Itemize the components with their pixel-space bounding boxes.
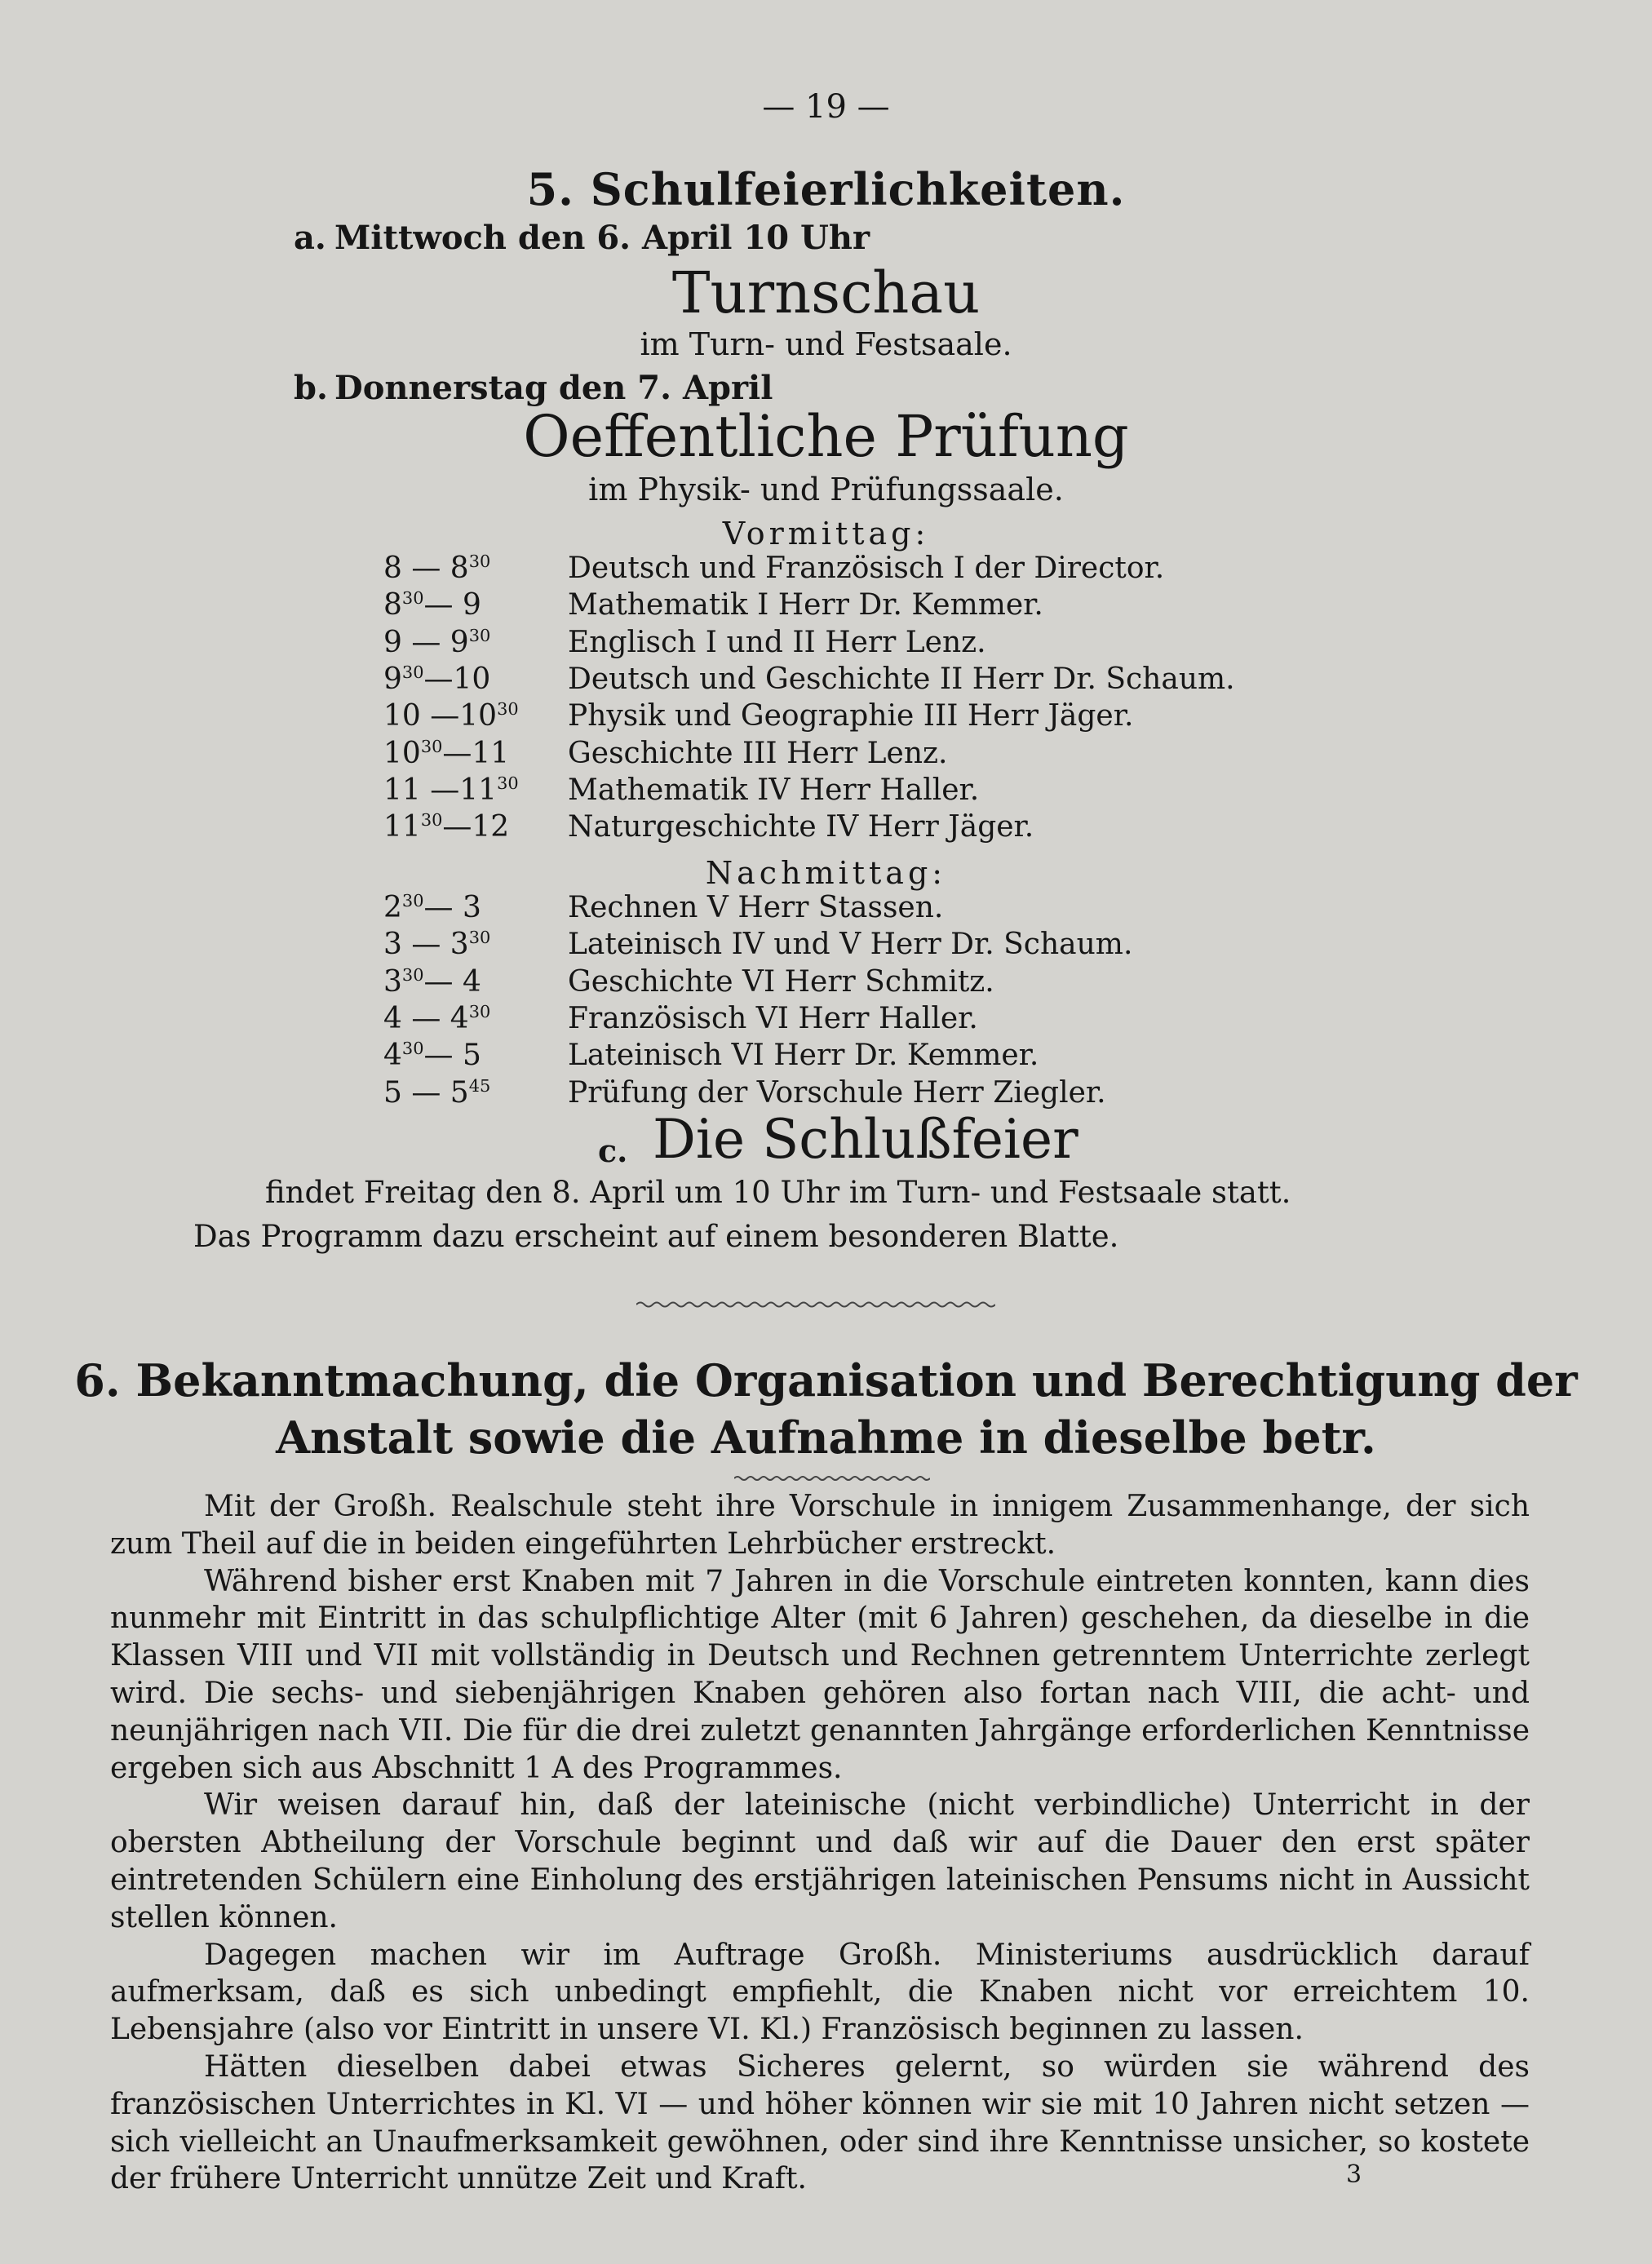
- paragraph-1: Mit der Großh. Realschule steht ihre Vorschule in innigem Zusammenhange, der sich zum Theil auf die in beiden eingeführten Lehrbücher erstreckt.: [110, 1490, 1530, 1561]
- time-separator: —: [423, 964, 463, 999]
- time-separator: —: [423, 588, 463, 622]
- subject-teacher: Rechnen V Herr Stassen.: [568, 891, 944, 924]
- signature-mark: 3: [1346, 2160, 1362, 2189]
- time-range: [383, 588, 481, 622]
- time-start-minutes: 30: [401, 891, 424, 910]
- schlussfeier-title: Die Schlußfeier: [653, 1108, 1078, 1171]
- pruefung-place: im Physik- und Prüfungssaale.: [588, 472, 1064, 507]
- time-range: [383, 1076, 490, 1110]
- time-start: 5: [383, 1075, 402, 1110]
- time-separator: —: [401, 928, 450, 962]
- time-start-minutes: 30: [420, 736, 443, 756]
- section-6-heading-line2: Anstalt sowie die Aufnahme in dieselbe betr.: [276, 1411, 1376, 1464]
- paragraph-5: Hätten dieselben dabei etwas Sicheres gelernt, so würden sie während des französischen Unterrichtes in Kl. VI — und höher können wir sie mit 10 Jahren nicht setzen — sich vielleicht an Unaufmerksamkeit gewöhnen, oder sind ihre Kenntnisse unsicher, so kostete der frühere Unterricht unnütze Zeit und Kraft.: [110, 2049, 1530, 2196]
- time-end: 11: [459, 773, 498, 807]
- time-start-minutes: 30: [420, 810, 443, 831]
- page-number: — 19 —: [762, 88, 890, 126]
- time-end: 10: [453, 662, 491, 696]
- time-separator: —: [420, 773, 460, 807]
- time-range: [383, 891, 481, 924]
- subject-teacher: Lateinisch VI Herr Dr. Kemmer.: [568, 1039, 1039, 1073]
- item-a-marker: a.: [294, 219, 326, 257]
- time-start: 8: [383, 588, 402, 622]
- time-end-minutes: 30: [468, 928, 491, 948]
- time-separator: —: [401, 625, 450, 659]
- subject-teacher: Naturgeschichte IV Herr Jäger.: [568, 810, 1034, 844]
- paragraph-4: Dagegen machen wir im Auftrage Großh. Ministeriums ausdrücklich darauf aufmerksam, daß es sich unbedingt empfiehlt, die Knaben nicht vor erreichtem 10. Lebensjahre (also vor Eintritt in unsere VI. Kl.) Französisch beginnen zu lassen.: [110, 1938, 1530, 2047]
- subject-teacher: Lateinisch IV und V Herr Dr. Schaum.: [568, 928, 1133, 962]
- vormittag-label: Vormittag:: [722, 516, 930, 552]
- subject-teacher: Mathematik I Herr Dr. Kemmer.: [568, 588, 1043, 622]
- time-start: 8: [383, 552, 402, 585]
- time-end: 10: [459, 699, 498, 733]
- wavy-underline: [734, 1473, 930, 1483]
- time-start-minutes: 30: [401, 588, 424, 609]
- time-start: 3: [383, 964, 402, 999]
- time-end: 4: [462, 964, 481, 999]
- time-end-minutes: 30: [468, 625, 491, 645]
- paragraph-3: Wir weisen darauf hin, daß der lateinische (nicht verbindliche) Unterricht in der obersten Abtheilung der Vorschule beginnt und daß wir auf die Dauer den erst später eintretenden Schülern eine Einholung des erstjährigen lateinischen Pensums nicht in Aussicht stellen können.: [110, 1788, 1530, 1934]
- time-separator: —: [442, 736, 472, 770]
- time-end-minutes: 30: [497, 773, 519, 793]
- time-start: 4: [383, 1039, 402, 1073]
- time-end-minutes: 30: [468, 552, 491, 571]
- time-separator: —: [420, 699, 460, 733]
- time-start-minutes: 30: [401, 662, 424, 682]
- time-end: 9: [450, 625, 469, 659]
- time-start: 9: [383, 625, 402, 659]
- subject-teacher: Geschichte III Herr Lenz.: [568, 736, 948, 770]
- time-range: [383, 626, 490, 659]
- time-start: 2: [383, 891, 402, 924]
- time-end: 5: [450, 1075, 469, 1110]
- time-separator: —: [401, 1001, 450, 1035]
- time-end: 12: [472, 810, 510, 844]
- time-start: 10: [383, 699, 421, 733]
- time-range: [383, 965, 481, 999]
- time-end: 4: [450, 1001, 469, 1035]
- time-start: 4: [383, 1001, 402, 1035]
- subject-teacher: Englisch I und II Herr Lenz.: [568, 625, 986, 659]
- time-end-minutes: 45: [468, 1075, 491, 1096]
- time-end: 3: [462, 891, 481, 924]
- time-end: 3: [450, 928, 469, 962]
- subject-teacher: Deutsch und Französisch I der Director.: [568, 552, 1165, 585]
- subject-teacher: Mathematik IV Herr Haller.: [568, 773, 980, 807]
- time-start-minutes: 30: [401, 1039, 424, 1059]
- time-start: 11: [383, 773, 421, 807]
- schlussfeier-line: findet Freitag den 8. April um 10 Uhr im Turn- und Festsaale statt.: [265, 1175, 1291, 1210]
- wavy-divider: [636, 1299, 995, 1310]
- time-end-minutes: 30: [497, 699, 519, 720]
- program-note: Das Programm dazu erscheint auf einem besonderen Blatte.: [193, 1219, 1119, 1254]
- time-end-minutes: 30: [468, 1001, 491, 1021]
- time-range: [383, 928, 490, 961]
- subject-teacher: Deutsch und Geschichte II Herr Dr. Schaum.: [568, 662, 1235, 696]
- time-separator: —: [401, 1075, 450, 1110]
- item-a-date: Mittwoch den 6. April 10 Uhr: [334, 219, 870, 257]
- time-separator: —: [423, 662, 454, 696]
- time-range: [383, 1002, 490, 1035]
- pruefung-title: Oeffentliche Prüfung: [523, 403, 1129, 470]
- time-separator: —: [423, 891, 463, 924]
- time-range: [383, 773, 519, 807]
- item-c-marker: c.: [598, 1132, 628, 1169]
- time-separator: —: [423, 1039, 463, 1073]
- section-5-heading: 5. Schulfeierlichkeiten.: [526, 163, 1126, 215]
- time-range: [383, 737, 509, 770]
- subject-teacher: Französisch VI Herr Haller.: [568, 1001, 978, 1035]
- turnschau-place: im Turn- und Festsaale.: [640, 326, 1012, 362]
- section-6-heading-line1: 6. Bekanntmachung, die Organisation und Berechtigung der: [74, 1354, 1578, 1407]
- time-range: [383, 810, 509, 844]
- time-separator: —: [442, 810, 472, 844]
- time-range: [383, 1039, 481, 1072]
- turnschau-title: Turnschau: [671, 259, 981, 326]
- time-end: 5: [462, 1039, 481, 1073]
- paragraph-2: Während bisher erst Knaben mit 7 Jahren in die Vorschule eintreten konnten, kann dies nunmehr mit Eintritt in das schulpflichtige Alter (mit 6 Jahren) geschehen, da dieselbe in die Klassen VIII und VII mit vollständig in Deutsch und Rechnen getrenntem Unterrichte zerlegt wird. Die sechs- und siebenjährigen Knaben gehören also fortan nach VIII, die acht- und neunjährigen nach VII. Die für die drei zuletzt genannten Jahrgänge erforderlichen Kenntnisse ergeben sich aus Abschnitt 1 A des Programmes.: [110, 1564, 1530, 1785]
- time-separator: —: [401, 552, 450, 585]
- time-end: 8: [450, 552, 469, 585]
- subject-teacher: Prüfung der Vorschule Herr Ziegler.: [568, 1075, 1106, 1110]
- time-start: 11: [383, 810, 421, 844]
- time-start-minutes: 30: [401, 964, 424, 985]
- time-range: [383, 662, 490, 696]
- item-b-date: Donnerstag den 7. April: [334, 369, 773, 407]
- time-start: 9: [383, 662, 402, 696]
- time-start: 10: [383, 736, 421, 770]
- body-text: [110, 1488, 1530, 2198]
- time-range: [383, 699, 519, 733]
- time-end: 11: [472, 736, 510, 770]
- subject-teacher: Geschichte VI Herr Schmitz.: [568, 964, 994, 999]
- time-end: 9: [462, 588, 481, 622]
- nachmittag-label: Nachmittag:: [705, 855, 947, 891]
- time-range: [383, 552, 490, 585]
- time-start: 3: [383, 928, 402, 962]
- item-b-marker: b.: [294, 369, 328, 407]
- subject-teacher: Physik und Geographie III Herr Jäger.: [568, 699, 1134, 733]
